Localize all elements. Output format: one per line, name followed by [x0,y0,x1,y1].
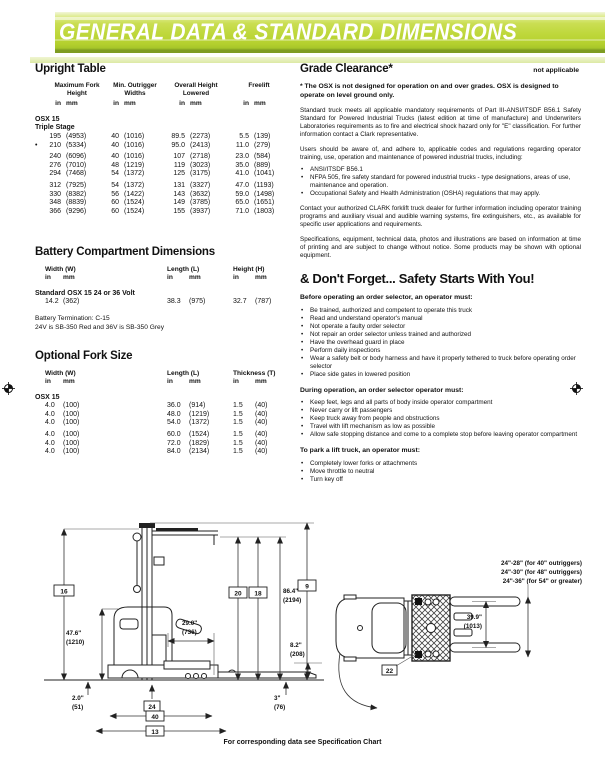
col-header: Thickness (T) [233,370,276,377]
park-list [300,460,581,484]
upright-column-headers [35,82,297,97]
outrigger-notes [501,560,582,585]
dim-20gc-mm: (51) [72,704,84,711]
list-item: • Read and understand operator's manual [301,314,423,322]
list-item: • Perform daily inspections [301,346,381,354]
section-title: Grade Clearance* [300,63,393,75]
col-header: Freelift [248,82,270,89]
list-item: • Not operate a faulty order selector [301,322,406,330]
col-header: Min. Outrigger Widths [113,82,157,97]
list-item: • NFPA 505, fire safety standard for powered industrial trucks - type designations, areas of use, maintenance and operation. [301,174,571,190]
outrigger-note: 24"-30" (for 48" outriggers) [500,569,582,576]
table-row: 330 (8382) 56 (1422) 143 (3632) 59.0 (1498) [49,190,275,198]
list-item: • Wear a safety belt or body harness and have it properly tethered to truck before operating order selector [301,354,576,370]
list-item: • Have the overhead guard in place [301,338,405,346]
list-item: • Travel with lift mechanism as low as possible [301,423,436,431]
dim-3-mm: (76) [274,704,286,711]
table-row: • 210 (5334) 40 (1016) 95.0 (2413) 11.0 (279) [35,141,271,149]
dim-864: 86.4" [283,588,299,595]
dim-box-24: 24 [148,704,156,711]
list-item: • Keep truck away from people and obstructions [301,415,440,423]
col-header: Maximum Fork Height [54,82,100,97]
model-label: OSX 15 [35,115,60,123]
dim-height-476: 47.6" [66,630,82,637]
table-row: 195 (4953) 40 (1016) 89.5 (2273) 5.5 (139) [49,132,271,140]
col-header: Length (L) [167,266,200,273]
stage-label: Triple Stage [35,124,75,132]
page-title: GENERAL DATA & STANDARD DIMENSIONS [59,19,518,45]
paragraph: Standard truck meets all applicable mandatory requirements of Part III-ANSI/ITSDF B56.1 Safety Standard for Powered Industrial Trucks (latest edition at time of manufacture) and Underwriters Laboratories requirements as to fire and electrical shock hazard only for "E" classification. For further information contact a Clark representative. [300,107,581,139]
dim-399-mm: (1013) [463,623,482,630]
during-list [300,399,581,439]
dim-82-mm: (208) [290,651,305,658]
dim-height-476-mm: (1210) [66,639,85,646]
right-column [300,63,581,484]
dim-20gc: 2.0" [72,695,84,702]
battery-units-row: in mm in mm in mm [45,274,267,281]
safety-section-title: & Don't Forget... Safety Starts With You! [300,271,535,287]
list-item: • Occupational Safety and Health Administration (OSHA) regulations that may apply. [301,190,541,198]
subheading: Before operating an order selector, an operator must: [300,294,473,302]
table-row: 14.2 (362) 38.3 (975) 32.7 (787) [45,298,272,306]
section-title: Upright Table [35,63,106,75]
list-item: • Completely lower forks or attachments [301,459,418,467]
fork-column-headers [35,370,297,378]
list-item: • Allow safe stopping distance and come to a complete stop before leaving operator compartment [301,431,578,439]
upright-table-section [35,63,297,216]
dim-box-20: 20 [234,590,242,598]
paragraph: Users should be aware of, and adhere to, applicable codes and regulations regarding operator training, use, operation and maintenance of powered industrial trucks, including: [300,146,581,162]
status-value: not applicable [533,67,579,74]
list-item: • Be trained, authorized and competent to operate this truck [301,306,473,314]
note-line: 24V is SB-350 Red and 36V is SB-350 Grey [35,323,165,331]
subheading: To park a lift truck, an operator must: [300,447,420,455]
fork-units-row: in mm in mm in mm [45,378,267,385]
grade-clearance-header [300,63,581,75]
fork-section [35,350,297,457]
truck-top-profile [336,595,520,661]
upright-units-row: in mm in mm in mm in mm [55,100,266,108]
table-row: 276 (7010) 48 (1219) 119 (3023) 35.0 (889) [49,161,271,169]
outrigger-note: 24"-28" (for 40" outriggers) [500,560,582,567]
truck-side-profile [44,523,324,680]
dim-box-18: 18 [254,590,262,598]
table-row: 4.0 (100) 84.0 (2134) 1.5 (40) [45,448,268,456]
subheading: During operation, an order selector operator must: [300,386,464,394]
list-item: • Turn key off [301,475,343,483]
dim-box-16: 16 [60,588,68,596]
list-item: • Keep feet, legs and all parts of body inside operator compartment [301,399,493,407]
dim-290-mm: (736) [182,629,197,636]
dim-box-40: 40 [151,714,159,721]
registration-mark-icon [2,382,15,395]
table-row: 348 (8839) 60 (1524) 149 (3785) 65.0 (1651) [49,199,275,207]
footer-note: For corresponding data see Specification Chart [223,739,382,746]
header-banner [55,12,605,53]
paragraph: Specifications, equipment, technical data, photos and illustrations are based on information at time of printing and are subject to change without notice. Some products may be shown with optional equipment. [300,236,581,260]
table-row: 4.0 (100) 36.0 (914) 1.5 (40) [45,402,268,410]
dim-82: 8.2" [290,642,302,649]
model-label: Standard OSX 15 24 or 36 Volt [35,289,135,297]
section-title: Optional Fork Size [35,350,133,362]
col-header: Length (L) [167,370,200,377]
list-item: • Place side gates in lowered position [301,370,411,378]
table-row: 4.0 (100) 48.0 (1219) 1.5 (40) [45,410,268,418]
dim-box-22: 22 [385,668,394,675]
table-row: 366 (9296) 60 (1524) 155 (3937) 71.0 (1803) [49,207,275,215]
model-label: OSX 15 [35,393,60,401]
table-row: 4.0 (100) 54.0 (1372) 1.5 (40) [45,419,268,427]
dim-box-13: 13 [151,729,159,736]
side-view-dimensions [54,523,322,736]
col-header: Width (W) [45,266,76,273]
paragraph: Contact your authorized CLARK forklift truck dealer for further information including operator training programs and auxiliary visual and audible warning systems, fire extinguishers, etc., as available for specific user applications and requirements. [300,205,581,229]
outrigger-note: 24"-36" (for 54" or greater) [502,578,582,585]
before-list [300,307,581,379]
col-header: Overall Height Lowered [174,82,218,97]
list-item: • ANSI/ITSDF B56.1 [301,166,363,174]
battery-section [35,246,297,332]
side-view-drawing [36,515,336,740]
list-item: • Never carry or lift passengers [301,407,393,415]
battery-column-headers [35,266,297,274]
dim-864-mm: (2194) [283,597,302,604]
table-row: 294 (7468) 54 (1372) 125 (3175) 41.0 (1041) [49,170,275,178]
table-row: 312 (7925) 54 (1372) 131 (3327) 47.0 (1193) [49,181,274,189]
list-item: • Not repair an order selector unless trained and authorized [301,330,472,338]
battery-notes [35,314,297,332]
top-view-drawing [332,553,597,733]
section-title: Battery Compartment Dimensions [35,246,215,258]
note-line: Battery Termination: C-15 [35,314,110,322]
table-row: 4.0 (100) 60.0 (1524) 1.5 (40) [45,430,268,438]
dim-box-9: 9 [305,583,309,591]
col-header: Height (H) [233,266,265,273]
grade-note: * The OSX is not designed for operation on and over grades. OSX is designed to operate on level ground only. [300,83,559,99]
list-item: • Move throttle to neutral [301,467,375,475]
col-header: Width (W) [45,370,76,377]
dim-399: 39.9" [466,614,482,621]
regulation-list [300,166,581,198]
dim-3: 3" [274,695,281,702]
table-row: 240 (6096) 40 (1016) 107 (2718) 23.0 (584) [49,153,271,161]
dim-290: 29.0" [182,620,198,627]
table-row: 4.0 (100) 72.0 (1829) 1.5 (40) [45,439,268,447]
